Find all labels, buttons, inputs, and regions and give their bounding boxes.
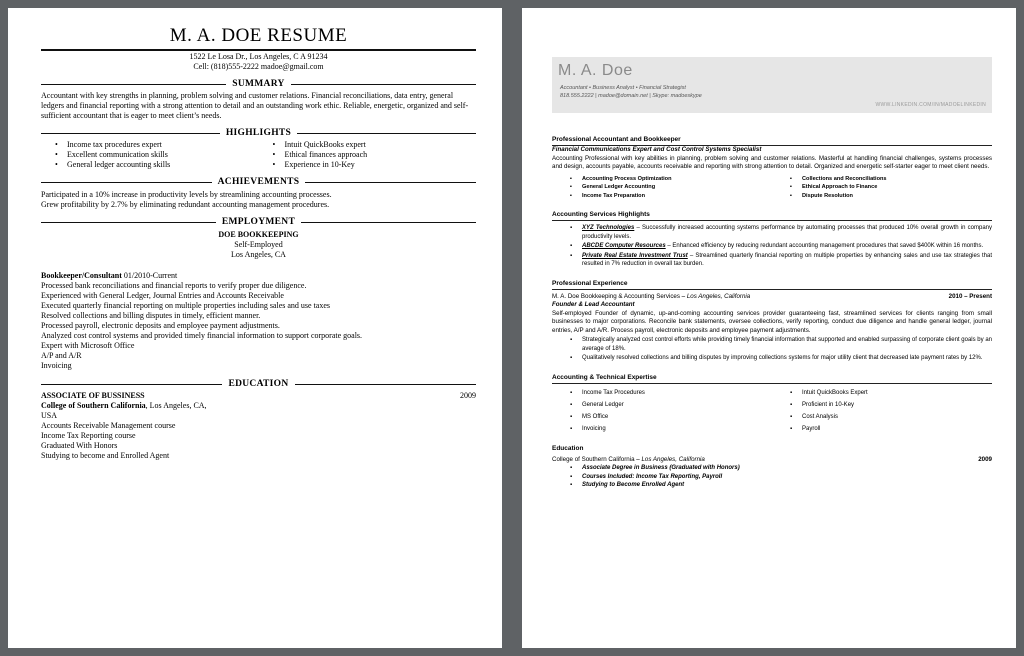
client-link[interactable]: Private Real Estate Investment Trust — [582, 252, 688, 259]
duty-item: Invoicing — [41, 361, 72, 370]
profile-heading: Professional Accountant and Bookkeeper — [552, 136, 992, 146]
duty-item: Expert with Microsoft Office — [41, 341, 135, 350]
list-item: ▪ General Ledger Accounting — [552, 183, 772, 192]
header-contact: 818.555.2222 | madoe@domain.net | Skype: madoeskype — [560, 93, 702, 99]
course-item: Graduated With Honors — [41, 441, 118, 450]
duty-item: Processed payroll, electronic deposits and employee payment adjustments. — [41, 321, 280, 330]
list-item: ▪ MS Office — [552, 411, 772, 423]
degree-year: 2009 — [460, 391, 476, 400]
list-item: • General ledger accounting skills — [41, 160, 259, 170]
education-heading: EDUCATION — [41, 378, 476, 390]
duty-item: Processed bank reconciliations and financial reports to verify proper due diligence. — [41, 281, 307, 290]
list-item: ▪ Income Tax Preparation — [552, 192, 772, 201]
job-dates: 2010 – Present — [948, 292, 992, 300]
experience-heading: Professional Experience — [552, 280, 992, 290]
linkedin-url: WWW.LINKEDIN.COM/IN/MADOELINKEDIN — [875, 102, 986, 108]
summary-text: Accountant with key strengths in planning, problem solving and customer relations. Financial reconciliations, data entry, general ledgers and financial reporting with a strong attention to detail and an outstanding work ethic. Reliable, energetic, organized and self-sufficient accountant that is eager to meet client’s needs. — [41, 91, 469, 120]
list-item: • Experience in 10-Key — [259, 160, 477, 170]
list-item: ▪ Invoicing — [552, 423, 772, 435]
list-item: • Excellent communication skills — [41, 150, 259, 160]
profile-text: Accounting Professional with key abilities in planning, problem solving and customer relations. Masterful at handling financial challenges, systems processes and design, accounts payable, accounts receivable and reporting with strong attention to detail. Organized and energetic self-starter eager to meet client needs. — [552, 154, 992, 170]
highlights-heading: HIGHLIGHTS — [41, 127, 476, 139]
achievement-item: Participated in a 10% increase in productivity levels by streamlining accounting processes. — [41, 190, 332, 199]
list-item: ▪ Associate Degree in Business (Graduated with Honors) — [552, 464, 992, 473]
address: 1522 Le Losa Dr., Los Angeles, C A 91234 — [189, 52, 328, 61]
list-item: ▪ Dispute Resolution — [772, 192, 992, 201]
list-item: • Ethical finances approach — [259, 150, 477, 160]
education-list — [552, 464, 992, 490]
resume-title: M. A. DOE RESUME — [169, 25, 348, 46]
list-item: ▪ Strategically analyzed cost control efforts while providing timely financial information that supported and enabled surpassing of corporate client goals by an average of 18%. — [552, 336, 992, 353]
summary-heading: SUMMARY — [41, 78, 476, 90]
duty-item: Experienced with General Ledger, Journal Entries and Accounts Receivable — [41, 291, 284, 300]
client-link[interactable]: ABCDE Computer Resources — [582, 243, 666, 249]
list-item: ▪ Intuit QuickBooks Expert — [772, 387, 992, 399]
list-item: ▪ Income Tax Procedures — [552, 387, 772, 399]
role-bullets — [552, 336, 992, 363]
course-item: Income Tax Reporting course — [41, 431, 136, 440]
list-item: ▪ Studying to Become Enrolled Agent — [552, 481, 992, 490]
expertise-list — [552, 387, 992, 435]
employment-heading: EMPLOYMENT — [41, 216, 476, 228]
employer-name: DOE BOOKKEEPING — [218, 230, 299, 239]
college-location: – Los Angeles, California — [634, 455, 705, 463]
list-item: ▪ Ethical Approach to Finance — [772, 183, 992, 192]
profile-subtitle: Financial Communications Expert and Cost Control Systems Specialist — [552, 146, 762, 153]
list-item: ▪ Collections and Reconciliations — [772, 175, 992, 184]
list-item: ▪ Qualitatively resolved collections and billing disputes by improving collections systems for major utility client that decreased late payment rates by 12%. — [552, 354, 992, 363]
college-city: , Los Angeles, CA, — [145, 401, 207, 410]
employer-name: M. A. Doe Bookkeeping & Accounting Services — [552, 292, 680, 300]
list-item: ▪ Courses Included: Income Tax Reporting, Payroll — [552, 473, 992, 482]
degree-row — [41, 391, 476, 401]
achievement-item: Grew profitability by 2.7% by eliminating redundant accounting management procedures. — [41, 200, 330, 209]
duty-item: Analyzed cost control systems and provided timely financial information to support corporate goals. — [41, 331, 363, 340]
job-title: Bookkeeper/Consultant — [41, 271, 122, 280]
client-link[interactable]: XYZ Technologies — [582, 225, 635, 231]
achievements-heading: ACHIEVEMENTS — [41, 176, 476, 188]
college-name: College of Southern California — [41, 401, 146, 410]
college-name: College of Southern California — [552, 455, 635, 463]
job-header — [41, 271, 476, 281]
highlights-heading: Accounting Services Highlights — [552, 211, 992, 221]
list-item: ▪ Cost Analysis — [772, 411, 992, 423]
title-divider — [41, 49, 476, 51]
list-item: • Income tax procedures expert — [41, 140, 259, 150]
cell-email: Cell: (818)555-2222 madoe@gmail.com — [193, 62, 324, 71]
job-dates: 01/2010-Current — [121, 271, 178, 280]
list-item: ▪ Private Real Estate Investment Trust – Streamlined quarterly financial reporting on multiple properties by enhancing sales and use tax strategies that resulted in 7% reduction in overall tax burden. — [552, 252, 992, 269]
core-skills-list — [552, 175, 992, 201]
highlights-list — [552, 224, 992, 269]
duty-item: Resolved collections and billing disputes in timely, efficient manner. — [41, 311, 261, 320]
list-item: ▪ Accounting Process Optimization — [552, 175, 772, 184]
college-country: USA — [41, 411, 58, 420]
employer-row — [552, 293, 992, 302]
education-heading: Education — [552, 444, 584, 452]
duty-item: A/P and A/R — [41, 351, 82, 360]
header-name: M. A. Doe — [558, 62, 633, 79]
list-item: ▪ Payroll — [772, 423, 992, 435]
role-description: Self-employed Founder of dynamic, up-and-coming accounting services provider guaranteeing fast, streamlined services for clients ranging from small businesses to major corporations. Reconcile bank statements, oversee collections, verify reporting, conduct due diligence and handle general ledger, journal entries, A/P and A/R. Process payroll, electronic deposits and employee payment adjustments. — [552, 309, 992, 334]
employer-location: – Los Angeles, California — [679, 292, 751, 300]
list-item: ▪ XYZ Technologies – Successfully increased accounting systems performance by automating processes that produced 10% overall growth in company productivity levels. — [552, 224, 992, 241]
highlights-list — [41, 140, 476, 170]
list-item: • Intuit QuickBooks expert — [259, 140, 477, 150]
duty-item: Executed quarterly financial reporting on multiple properties including sales and use taxes — [41, 301, 331, 310]
course-item: Accounts Receivable Management course — [41, 421, 176, 430]
resume-header — [552, 57, 992, 113]
college-row — [552, 456, 992, 465]
job-role: Founder & Lead Accountant — [552, 301, 635, 308]
degree-name: ASSOCIATE OF BUSSINESS — [41, 391, 145, 400]
course-item: Studying to become and Enrolled Agent — [41, 451, 170, 460]
resume-page-right — [522, 8, 1016, 648]
employer-type: Self-Employed — [234, 240, 283, 249]
resume-page-left — [8, 8, 502, 648]
list-item: ▪ ABCDE Computer Resources – Enhanced efficiency by reducing redundant accounting management procedures that saved $400K within 16 months. — [552, 242, 992, 251]
list-item: ▪ General Ledger — [552, 399, 772, 411]
graduation-year: 2009 — [978, 455, 992, 463]
header-titles: Accountant • Business Analyst • Financial Strategist — [560, 85, 686, 91]
expertise-heading: Accounting & Technical Expertise — [552, 374, 992, 384]
college-row — [41, 401, 476, 411]
list-item: ▪ Proficient in 10-Key — [772, 399, 992, 411]
employer-city: Los Angeles, CA — [231, 250, 286, 259]
